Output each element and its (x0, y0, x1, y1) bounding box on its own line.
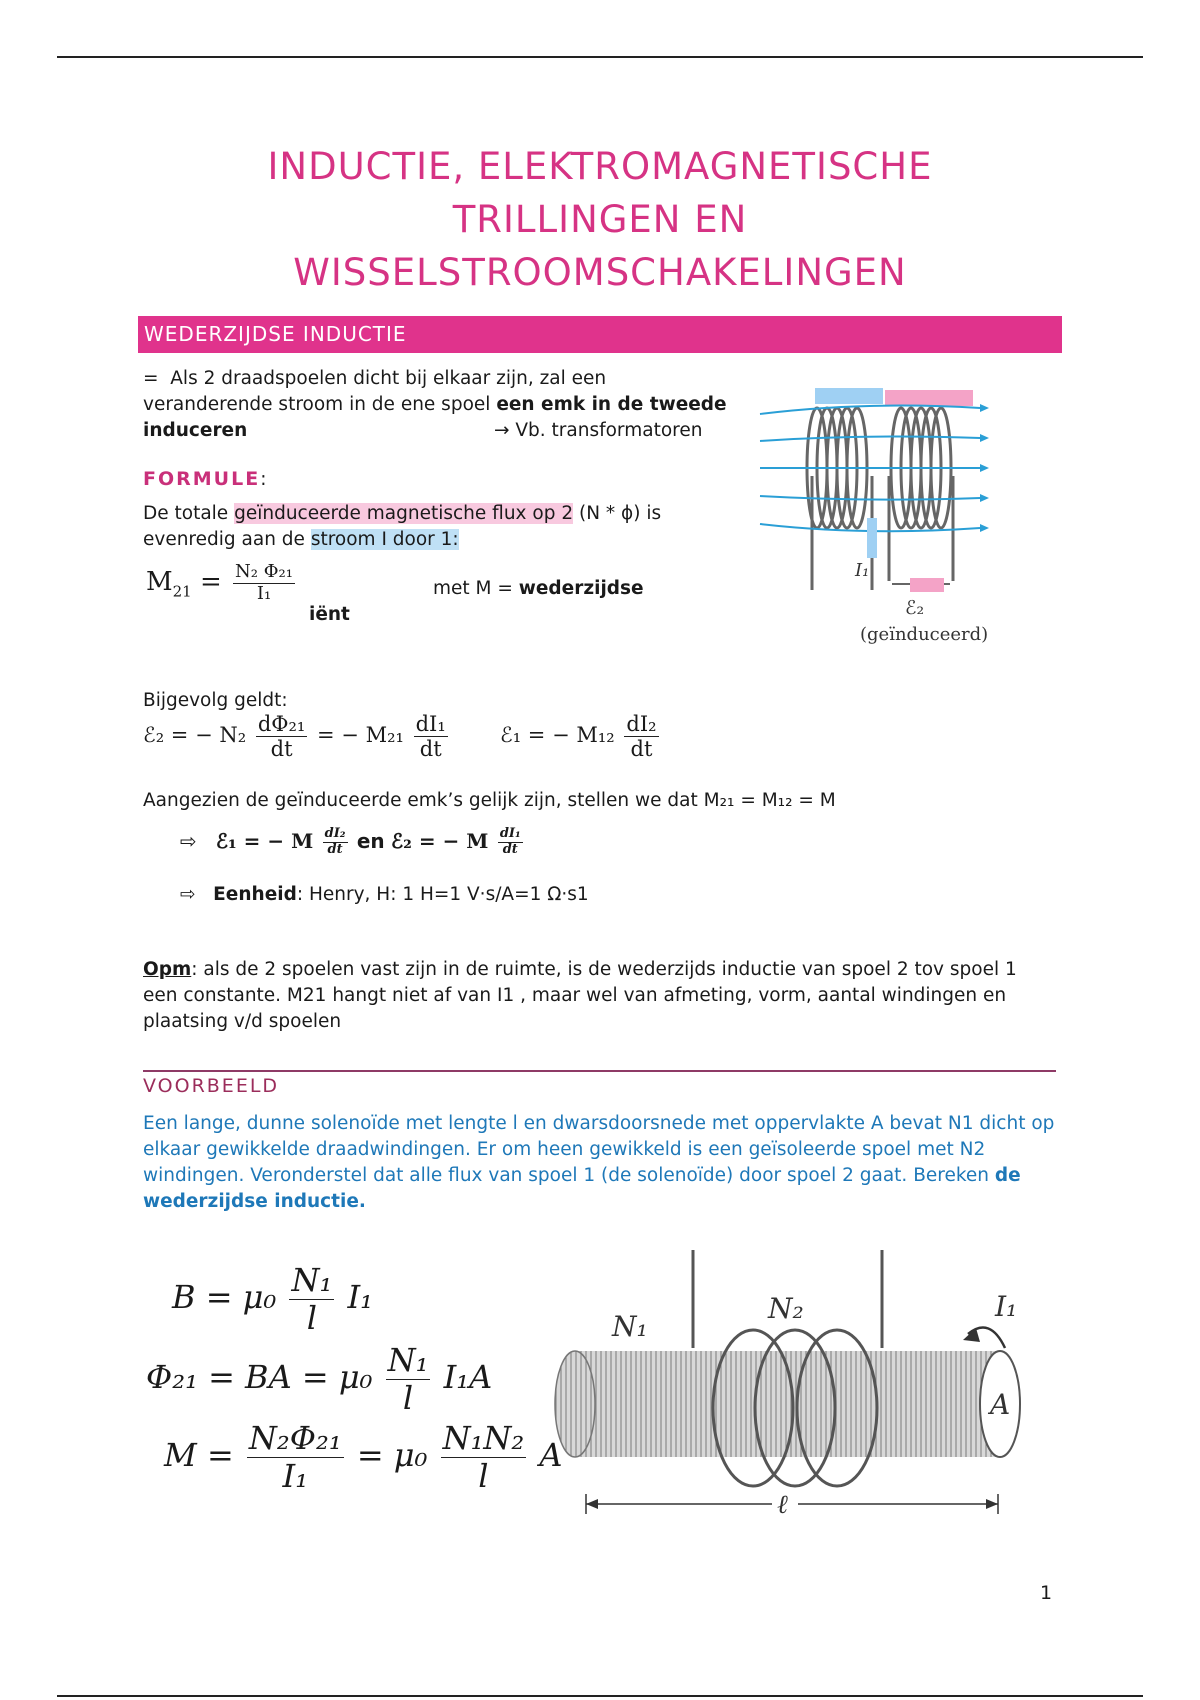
mutual-induction-figure (755, 376, 1005, 651)
coil2-label-highlight (885, 390, 973, 406)
opm-paragraph: Opm: als de 2 spoelen vast zijn in de ruimte, is de wederzijds inductie van spoel 2 tov spoel 1 een constante. M21 hangt niet af van I1 , maar wel van afmeting, vorm, aantal windingen en plaatsing v/d spoelen (143, 959, 1017, 1032)
equation-m: M = $\frac{\text{N₂Φ₂₁}}{\text{I₁}}$ = μ₀ $\frac{\text{N₁N₂}}{l}$ A (164, 1419, 563, 1495)
equation-e2: ℰ₂ = − N₂ $\frac{\text{dΦ₂₁}}{dt}$ = − M₂₁ $\frac{\text{dI₁}}{dt}$ (143, 712, 446, 762)
bullet-emf: ⇨ ℰ₁ = − M $\frac{\text{dI₂}}{dt}$ en ℰ₂ = − M $\frac{\text{dI₁}}{dt}$ (180, 826, 521, 857)
coil1-label-highlight (815, 388, 883, 404)
voorbeeld-rule (143, 1070, 1056, 1072)
m21-note-tail: iënt (309, 604, 350, 625)
equation-b: B = μ₀ $\frac{\text{N₁}}{l}$ I₁ (172, 1261, 373, 1337)
intro-paragraph: = Als 2 draadspoelen dicht bij elkaar zijn, zal een veranderende stroom in de ene spoel een emk in de tweede induceren (143, 368, 727, 441)
section-header: WEDERZIJDSE INDUCTIE (138, 316, 1062, 353)
area-label: A (990, 1388, 1011, 1421)
length-label: ℓ (777, 1490, 788, 1520)
bijgevolg-text: Bijgevolg geldt: (143, 690, 288, 711)
solenoid-figure (550, 1248, 1040, 1528)
bottom-rule (57, 1695, 1143, 1697)
voorbeeld-heading: VOORBEELD (143, 1075, 280, 1097)
page-title: INDUCTIE, ELEKTROMAGNETISCHE TRILLINGEN EN WISSELSTROOMSCHAKELINGEN (267, 145, 933, 294)
equation-phi: Φ₂₁ = BA = μ₀ $\frac{\text{N₁}}{l}$ I₁A (146, 1341, 493, 1417)
i1-label: I₁ (855, 560, 870, 581)
e2-label: ℰ₂ (905, 597, 925, 619)
m21-note: met M = wederzijdse (433, 578, 644, 599)
top-rule (57, 56, 1143, 58)
intro-example: → Vb. transformatoren (494, 420, 703, 441)
current-label: I₁ (995, 1290, 1018, 1323)
m21-formula: $M_{21}$ = $\frac{\text{N₂ Φ₂₁}}{\text{I₁}}$ (146, 561, 293, 604)
equation-e1: ℰ₁ = − M₁₂ $\frac{\text{dI₂}}{dt}$ (500, 712, 657, 762)
formule-heading: FORMULE: (143, 468, 267, 490)
flux-text: De totale geïnduceerde magnetische flux op 2 (N * ϕ) is evenredig aan de stroom I door 1: (143, 503, 662, 550)
n1-label: N₁ (612, 1310, 648, 1343)
n2-label: N₂ (768, 1292, 804, 1325)
aangezien-text: Aangezien de geïnduceerde emk’s gelijk zijn, stellen we dat M₂₁ = M₁₂ = M (143, 790, 836, 811)
figure-caption: (geïnduceerd) (860, 624, 989, 645)
current-highlight (867, 518, 877, 558)
bullet-unit: ⇨ Eenheid: Henry, H: 1 H=1 V·s/A=1 Ω·s1 (180, 884, 589, 905)
example-text: Een lange, dunne solenoïde met lengte l en dwarsdoorsnede met oppervlakte A bevat N1 dicht op elkaar gewikkelde draadwindingen. Er om heen gewikkeld is een geïsoleerde spoel met N2 windingen. Veronderstel dat alle flux van spoel 1 (de solenoïde) door spoel 2 gaat. Bereken de wederzijdse inductie. (143, 1113, 1055, 1212)
page-number: 1 (1040, 1582, 1053, 1604)
